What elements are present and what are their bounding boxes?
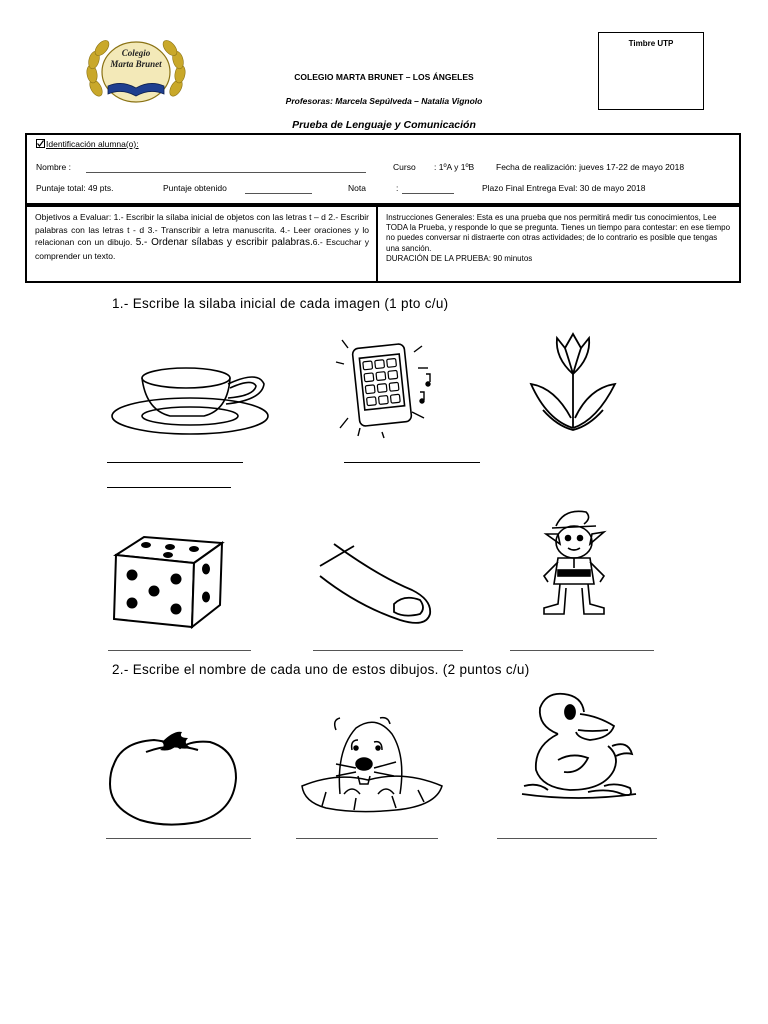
finger-icon [318, 542, 434, 628]
stamp-label: Timbre UTP [628, 39, 674, 48]
duck-icon [518, 690, 642, 802]
school-name: COLEGIO MARTA BRUNET – LOS ÁNGELES [294, 72, 474, 82]
mole-icon [296, 710, 446, 822]
phone-icon [334, 328, 444, 438]
objectives-text: Objetivos a Evaluar: 1.- Escribir la sílaba inicial de objetos con las letras t – d 2.- Escribir palabras con las letras t - d 3.- Transcribir a letra manuscrita. 4.- Leer oraciones y lo relacionan con un dibujo. 5.- Ordenar sílabas y escribir palabras.6.- Escuchar y comprender un texto. [35, 212, 369, 261]
answer-phone-input[interactable] [344, 448, 480, 462]
name-label: Nombre : [36, 162, 71, 172]
logo-text: Colegio Marta Brunet [110, 48, 162, 69]
answer-finger-input[interactable] [313, 636, 463, 650]
stamp-box [598, 32, 704, 110]
instructions-text: Instrucciones Generales: Esta es una prueba que nos permitirá medir tus conocimientos, Lee TODA la Prueba, y responde lo que se pregunta. Tienes un tiempo para contestar: en ese tiempo no puedes conversar ni distraerte con otras actividades; de lo contrario es posible que tengas una sanción. DURACIÓN DE LA PRUEBA: 90 minutos [386, 213, 731, 263]
answer-cup-input[interactable] [107, 448, 243, 462]
question-2-prompt: 2.- Escribe el nombre de cada uno de estos dibujos. (2 puntos c/u) [112, 662, 530, 677]
date-text: Fecha de realización: jueves 17-22 de mayo 2018 [496, 162, 685, 172]
obtained-score-label: Puntaje obtenido [163, 183, 227, 193]
total-score: Puntaje total: 49 pts. [36, 183, 114, 193]
grade-label: Nota [348, 183, 366, 193]
grade-colon: : [396, 183, 399, 193]
course-label: Curso [393, 162, 416, 172]
elf-icon [534, 504, 616, 622]
tulip-icon [527, 330, 619, 436]
answer-cup-input-2[interactable] [107, 473, 231, 487]
identification-heading: Identificación alumna(o): [46, 139, 139, 149]
tomato-icon [106, 728, 240, 826]
answer-tomato-input[interactable] [106, 824, 251, 838]
course-value: : 1ºA y 1ºB [434, 162, 475, 172]
deadline-text: Plazo Final Entrega Eval: 30 de mayo 2018 [482, 183, 646, 193]
answer-elf-input[interactable] [510, 636, 654, 650]
checkbox-icon [36, 139, 45, 148]
answer-mole-input[interactable] [296, 824, 438, 838]
objectives-box [25, 205, 378, 283]
test-title: Prueba de Lenguaje y Comunicación [292, 119, 476, 131]
answer-duck-input[interactable] [497, 824, 657, 838]
duration-text: DURACIÓN DE LA PRUEBA: 90 minutos [386, 253, 533, 263]
answer-dice-input[interactable] [108, 636, 251, 650]
teachers-line: Profesoras: Marcela Sepúlveda – Natalia Vignolo [285, 96, 483, 106]
cup-icon [108, 360, 272, 438]
question-1-prompt: 1.- Escribe la silaba inicial de cada imagen (1 pto c/u) [112, 296, 449, 311]
instructions-box [376, 205, 741, 283]
dice-icon [110, 533, 228, 629]
